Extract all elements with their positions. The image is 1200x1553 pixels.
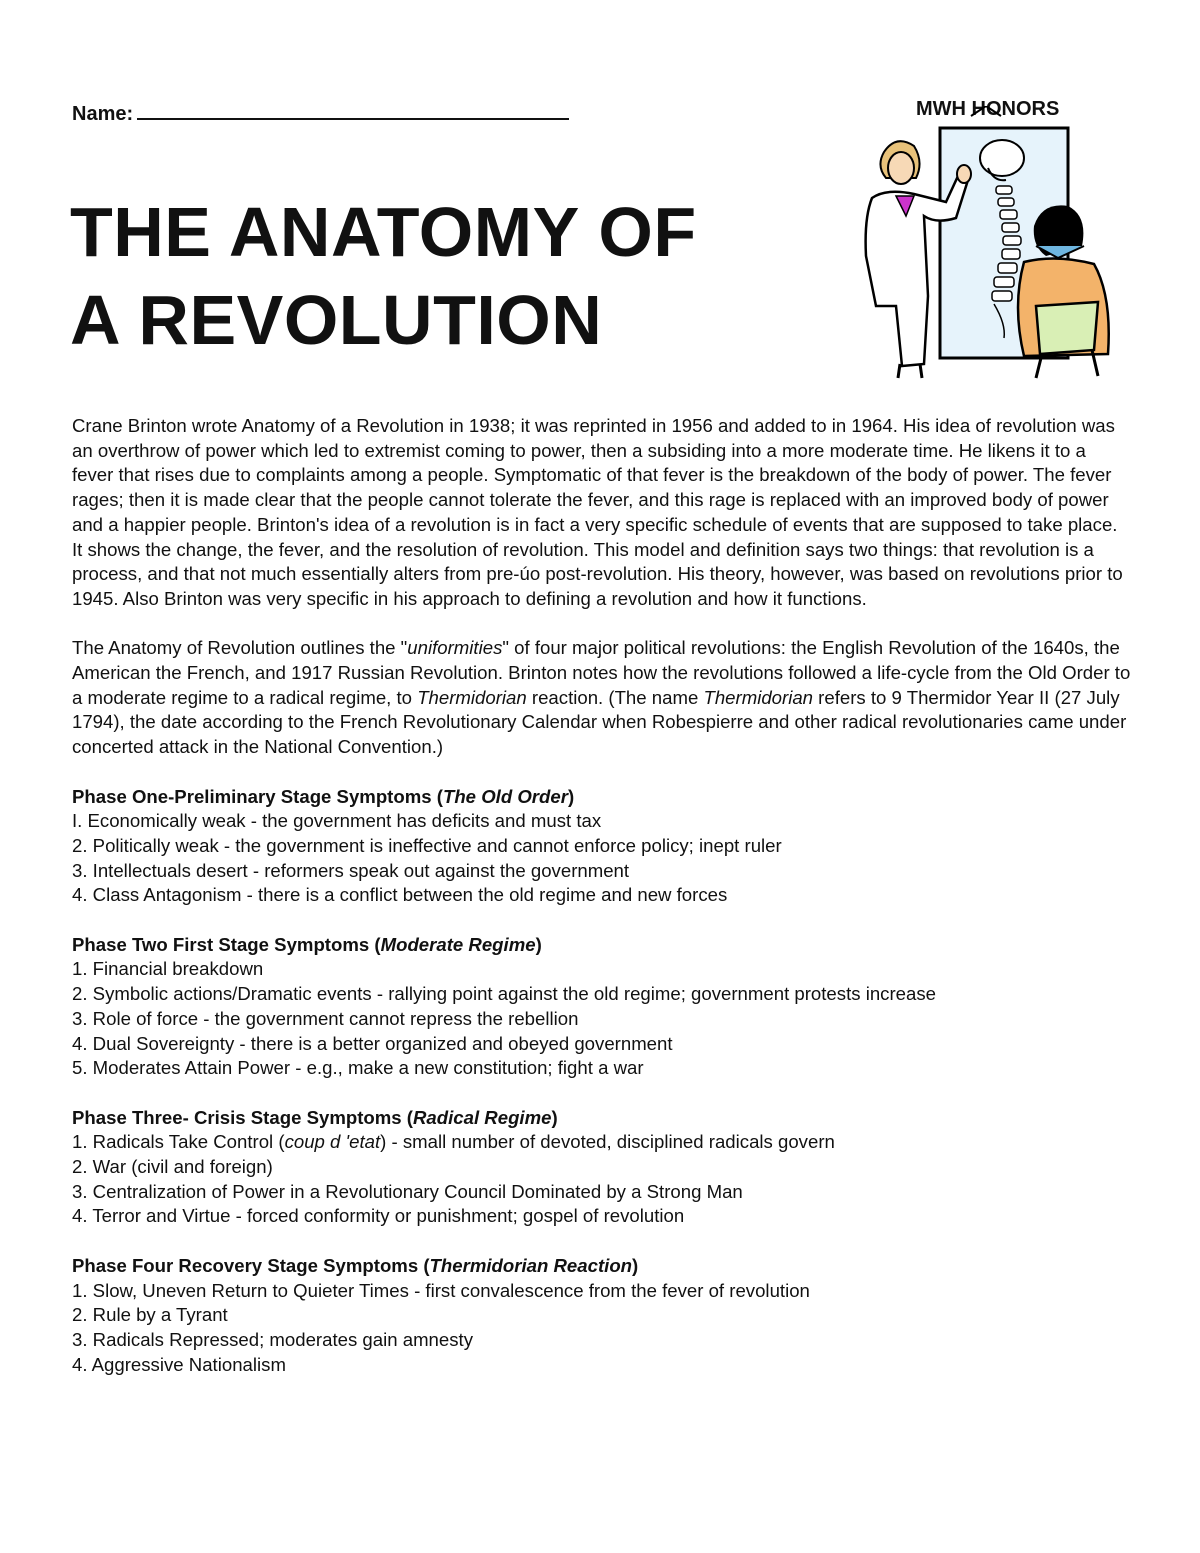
course-label: MWH HONORS — [916, 98, 1060, 120]
text-run: " of four major political revolutions: the English Revolution of the 1640s, the American the French, and 1917 Russian Revolution. Brinton notes how the revolutions followed a life-cycle from the Old Order to a moderate regime to a radical regime, to — [72, 637, 1131, 708]
list-item: 3. Role of force - the government cannot repress the rebellion — [72, 1007, 579, 1029]
list-item: 4. Dual Sovereignty - there is a better organized and obeyed government — [72, 1032, 673, 1054]
phase-one-heading: Phase One-Preliminary Stage Symptoms (The Old Order) — [72, 785, 575, 807]
text-run: reaction. (The name — [526, 686, 704, 708]
name-field[interactable] — [72, 98, 569, 126]
intro-paragraph-2 — [72, 636, 1132, 760]
phase-three-section — [72, 1106, 1132, 1230]
phase-four-section — [72, 1254, 1132, 1378]
phase-four-list — [72, 1279, 1132, 1378]
list-item: I. Economically weak - the government has deficits and must tax — [72, 810, 602, 832]
list-item: 2. Symbolic actions/Dramatic events - rallying point against the old regime; government protests increase — [72, 983, 936, 1005]
list-item: 5. Moderates Attain Power - e.g., make a new constitution; fight a war — [72, 1057, 644, 1079]
italic-term-uniformities: uniformities — [407, 637, 503, 659]
text-run: The Anatomy of Revolution outlines the " — [72, 637, 408, 659]
phase-two-list — [72, 957, 1132, 1081]
phase-three-heading: Phase Three- Crisis Stage Symptoms (Radical Regime) — [72, 1106, 558, 1128]
italic-term-thermidorian: Thermidorian — [417, 686, 527, 708]
phase-two-section — [72, 933, 1132, 1081]
name-label: Name: — [72, 103, 134, 125]
list-item: 1. Radicals Take Control (coup d 'etat) - small number of devoted, disciplined radicals govern — [72, 1131, 835, 1153]
intro-paragraph-1: Crane Brinton wrote Anatomy of a Revolution in 1938; it was reprinted in 1956 and added to in 1964. His idea of revolution was an overthrow of power which led to extremist coming to power, then a subsiding into a more moderate time. He likens it to a fever that rises due to complaints among a people. Symptomatic of that fever is the breakdown of the body of power. The fever rages; then it is made clear that the people cannot tolerate the fever, and this rage is replaced with an improved body of power and a happier people. Brinton's idea of a revolution is in fact a very specific schedule of events that are supposed to take place. It shows the change, the fever, and the resolution of revolution. This model and definition says two things: that revolution is a process, and that not much essentially alters from pre-úo post-revolution. His theory, however, was based on revolutions prior to 1945. Also Brinton was very specific in his approach to defining a revolution and how it functions. — [72, 415, 1123, 609]
phase-one-list — [72, 809, 1132, 908]
phase-two-heading: Phase Two First Stage Symptoms (Moderate Regime) — [72, 933, 542, 955]
list-item: 1. Financial breakdown — [72, 958, 264, 980]
list-item: 3. Intellectuals desert - reformers speak out against the government — [72, 859, 630, 881]
title-line-2: A REVOLUTION — [70, 281, 603, 359]
text-run: refers to 9 Thermidor Year II (27 July 1794), the date according to the French Revolutionary Calendar when Robespierre and other radical revolutionaries came under concerted attack in the National Convention.) — [72, 686, 1127, 758]
name-blank-line[interactable] — [137, 98, 569, 120]
title-line-1: THE ANATOMY OF — [70, 193, 697, 271]
list-item: 4. Terror and Virtue - forced conformity or punishment; gospel of revolution — [72, 1205, 685, 1227]
list-item: 2. War (civil and foreign) — [72, 1156, 273, 1178]
list-item: 4. Aggressive Nationalism — [72, 1353, 286, 1375]
phase-four-heading: Phase Four Recovery Stage Symptoms (Thermidorian Reaction) — [72, 1254, 639, 1276]
doctor-pointing-at-spine-chart-icon — [836, 106, 1126, 384]
phase-one-section — [72, 785, 1132, 909]
list-item: 3. Centralization of Power in a Revolutionary Council Dominated by a Strong Man — [72, 1180, 743, 1202]
list-item: 2. Politically weak - the government is ineffective and cannot enforce policy; inept ruler — [72, 834, 782, 856]
page-title — [70, 188, 697, 364]
list-item: 1. Slow, Uneven Return to Quieter Times - first convalescence from the fever of revolution — [72, 1279, 810, 1301]
list-item: 2. Rule by a Tyrant — [72, 1304, 228, 1326]
phase-three-list — [72, 1130, 1132, 1229]
document-body — [72, 414, 1132, 1377]
italic-term-thermidorian: Thermidorian — [703, 686, 814, 708]
list-item: 3. Radicals Repressed; moderates gain amnesty — [72, 1328, 474, 1350]
list-item: 4. Class Antagonism - there is a conflict between the old regime and new forces — [72, 884, 728, 906]
